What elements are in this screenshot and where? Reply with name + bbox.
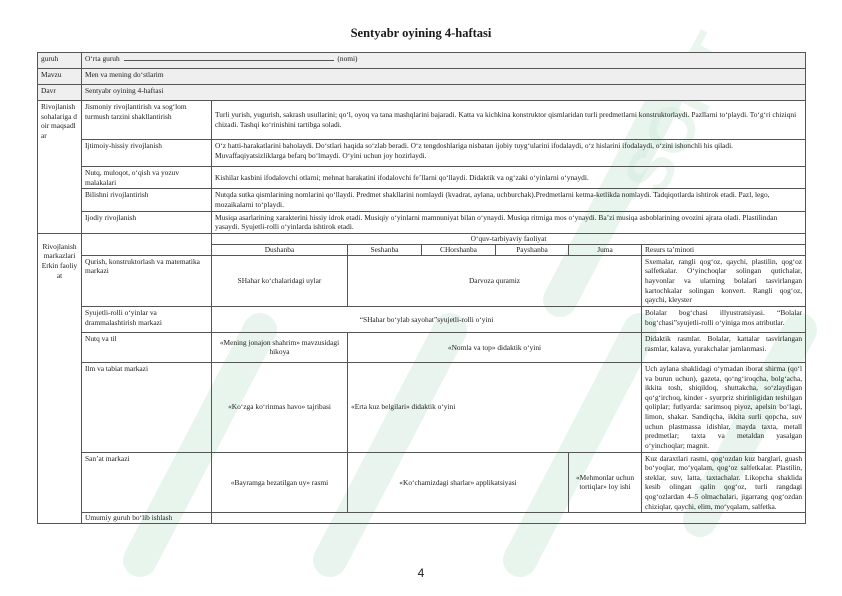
center-row <box>38 452 806 513</box>
center-activity: «Bayramga bezatilgan uy» rasmi <box>212 452 348 513</box>
center-resource: Didaktik rasmlar. Bolalar, kattalar tasvirlangan rasmlar, kalava, yurakchalar jamlanmasi. <box>642 332 806 362</box>
area-row <box>38 101 806 140</box>
day-header: Juma <box>569 244 642 255</box>
area-text: Musiqa asarlarining xarakterini hissiy idrok etadi. Musiqiy o‘yinlarni mamnuniyat bilan o‘ynaydi. Musiqa ritmiga mos o‘ynaydi. Ba’zi musiqa asboblarining ovozini ajrata oladi. Plastilindan yasaydi. Syujetli-rolli o‘yinlarda ishtirok etadi. <box>212 211 806 233</box>
center-row <box>38 362 806 452</box>
day-header: Seshanba <box>348 244 422 255</box>
center-activity: «Ko‘chamizdagi sharlar» applikatsiyasi <box>348 452 569 513</box>
center-resource: Uch aylana shaklidagi o‘ymadan iborat shirma (qo‘l va burun uchun), gazeta, qo‘ng‘iroqcha, bolg‘acha, ikkita tosh, shiqildoq, shuttakcha, so‘zlaydigan qo‘g‘irchoq, kinder - syurpriz shirinligidan teshilgan qoliplar; futlyarda: sarimsoq piyoz, apelsin bo‘lagi, limon, shakar. Sandiqcha, ikkita surli qopcha, suv uchun plastmassa idishlar, mayda taxta, metall predmetlar; taxta va metaldan yasalgan o‘yinchoqlar; magnit. <box>642 362 806 452</box>
center-name: Nutq va til <box>82 332 212 362</box>
area-text: Kishilar kasbini ifodalovchi otlarni; mehnat harakatini ifodalovchi fe’llarni qo‘llaydi. Didaktik va og‘zaki o‘yinlarni o‘ynaydi. <box>212 167 806 189</box>
areas-label: Rivojlanish sohalariga doir maqsadlar <box>38 101 82 234</box>
area-text: O‘z hatti-harakatlarini baholaydi. Do‘stlari haqida so‘zlab beradi. O‘z tengdoshlariga nisbatan ijobiy tuyg‘ularini ifodalaydi, o‘z hislarini ifodalaydi, o‘zini ishonchli his qiladi. Muvaffaqiyatsizliklarga befarq bo‘lmaydi. O‘yini uchun joy hozirlaydi. <box>212 140 806 167</box>
center-row <box>38 306 806 332</box>
center-name: Qurish, konstruktorlash va matematika markazi <box>82 255 212 306</box>
resource-header: Resurs ta’minoti <box>642 244 806 255</box>
group-suffix: (nomi) <box>337 54 358 63</box>
area-name: Bilishni rivojlantirish <box>82 189 212 211</box>
center-resource: Kuz daraxtlari rasmi, qog‘ozdan kuz barglari, guash bo‘yoqlar, mo‘yqalam, qog‘oz salfetkalar. Plastilin, steklar, suv, latta, taxtachalar. Likopcha shaklida kesib olingan qalin qog‘oz, turli rangdagi qog‘ozlardan 4–5 olmachalari, jigarrang qog‘ozdan chiziqlar, qaychi, elim, mo‘yqalam, salfetka. <box>642 452 806 513</box>
day-header: CHorshanba <box>422 244 496 255</box>
center-row <box>38 332 806 362</box>
page-number: 4 <box>417 566 425 580</box>
center-activity: «Erta kuz belgilari» didaktik o‘yini <box>348 362 642 452</box>
center-row <box>38 255 806 306</box>
area-name: Ijtimoiy-hissiy rivojlanish <box>82 140 212 167</box>
days-header-row <box>38 244 806 255</box>
period-row <box>38 85 806 101</box>
area-name: Jismoniy rivojlantirish va sog‘lom turmush tarzini shakllantirish <box>82 101 212 140</box>
center-activity: «Mehmonlar uchun tortiqlar» loy ishi <box>569 452 642 513</box>
day-header: Dushanba <box>212 244 348 255</box>
center-activity: «Ko‘zga ko‘rinmas havo» tajribasi <box>212 362 348 452</box>
center-activity: Darvoza quramiz <box>348 255 642 306</box>
activity-section-row <box>38 233 806 244</box>
area-text: Turli yurish, yugurish, sakrash usullarini; qo‘l, oyoq va tana mashqlarini bajaradi. Katta va kichkina konstruktor qismlaridan turli predmetlarni konstruktorlaydi. Pazllarni to‘playdi. To‘g‘ri chiziqni chizadi. Tashqi ko‘rinishini tartibga soladi. <box>212 101 806 140</box>
center-name: San’at markazi <box>82 452 212 513</box>
area-row <box>38 167 806 189</box>
center-name: Syujetli-rolli o‘yinlar va drammalashtirish markazi <box>82 306 212 332</box>
area-row <box>38 189 806 211</box>
area-name: Nutq, muloqot, o‘qish va yozuv malakalari <box>82 167 212 189</box>
center-activity: SHahar ko‘chalaridagi uylar <box>212 255 348 306</box>
topic-value: Men va mening do‘stlarim <box>82 69 806 85</box>
group-row <box>38 53 806 69</box>
group-work-label: Umumiy guruh bo‘lib ishlash <box>82 513 212 524</box>
center-resource: Sxemalar, rangli qog‘oz, qaychi, plastilin, qog‘oz salfetkalar. O‘yinchoqlar solingan qutichalar, hayvonlar va ularning bolalari tasvirlangan kartochkalar solingan konvert. Rangli qog‘oz, qaychi, kleyster <box>642 255 806 306</box>
weekly-plan-table <box>37 52 806 524</box>
svg-text:SOFT: SOFT <box>608 22 753 207</box>
area-row <box>38 140 806 167</box>
area-text: Nutqda sutka qismlarining nomlarini qo‘llaydi. Predmet shakllarini nomlaydi (kvadrat, aylana, uchburchak).Predmetlarni ketma-ketlikda nomlaydi. Tadqiqotlarda ishtirok etadi. Pazl, lego, mozaikalarni to‘playdi. <box>212 189 806 211</box>
center-activity: “SHahar bo‘ylab sayohat”syujetli-rolli o‘yini <box>212 306 642 332</box>
center-resource: Bolalar bog‘chasi illyustratsiyasi. “Bolalar bog‘chasi”syujetli-rolli o‘yiniga mos atributlar. <box>642 306 806 332</box>
group-work-row <box>38 513 806 524</box>
day-header: Payshanba <box>496 244 569 255</box>
group-label: guruh <box>38 53 82 69</box>
center-activity: «Nomla va top» didaktik o‘yini <box>348 332 642 362</box>
period-value: Sentyabr oyining 4-haftasi <box>82 85 806 101</box>
activity-label: Rivojlanish markazlari Erkin faoliyat <box>38 233 82 523</box>
activity-section-title: O‘quv-tarbiyaviy faoliyat <box>212 233 806 244</box>
page-title: Sentyabr oyining 4-haftasi <box>350 26 492 40</box>
center-name: Ilm va tabiat markazi <box>82 362 212 452</box>
group-name: O‘rta guruh <box>85 54 120 63</box>
group-value <box>82 53 806 69</box>
area-name: Ijodiy rivojlanish <box>82 211 212 233</box>
topic-row <box>38 69 806 85</box>
topic-label: Mavzu <box>38 69 82 85</box>
period-label: Davr <box>38 85 82 101</box>
area-row <box>38 211 806 233</box>
center-activity: «Mening jonajon shahrim» mavzusidagi hikoya <box>212 332 348 362</box>
